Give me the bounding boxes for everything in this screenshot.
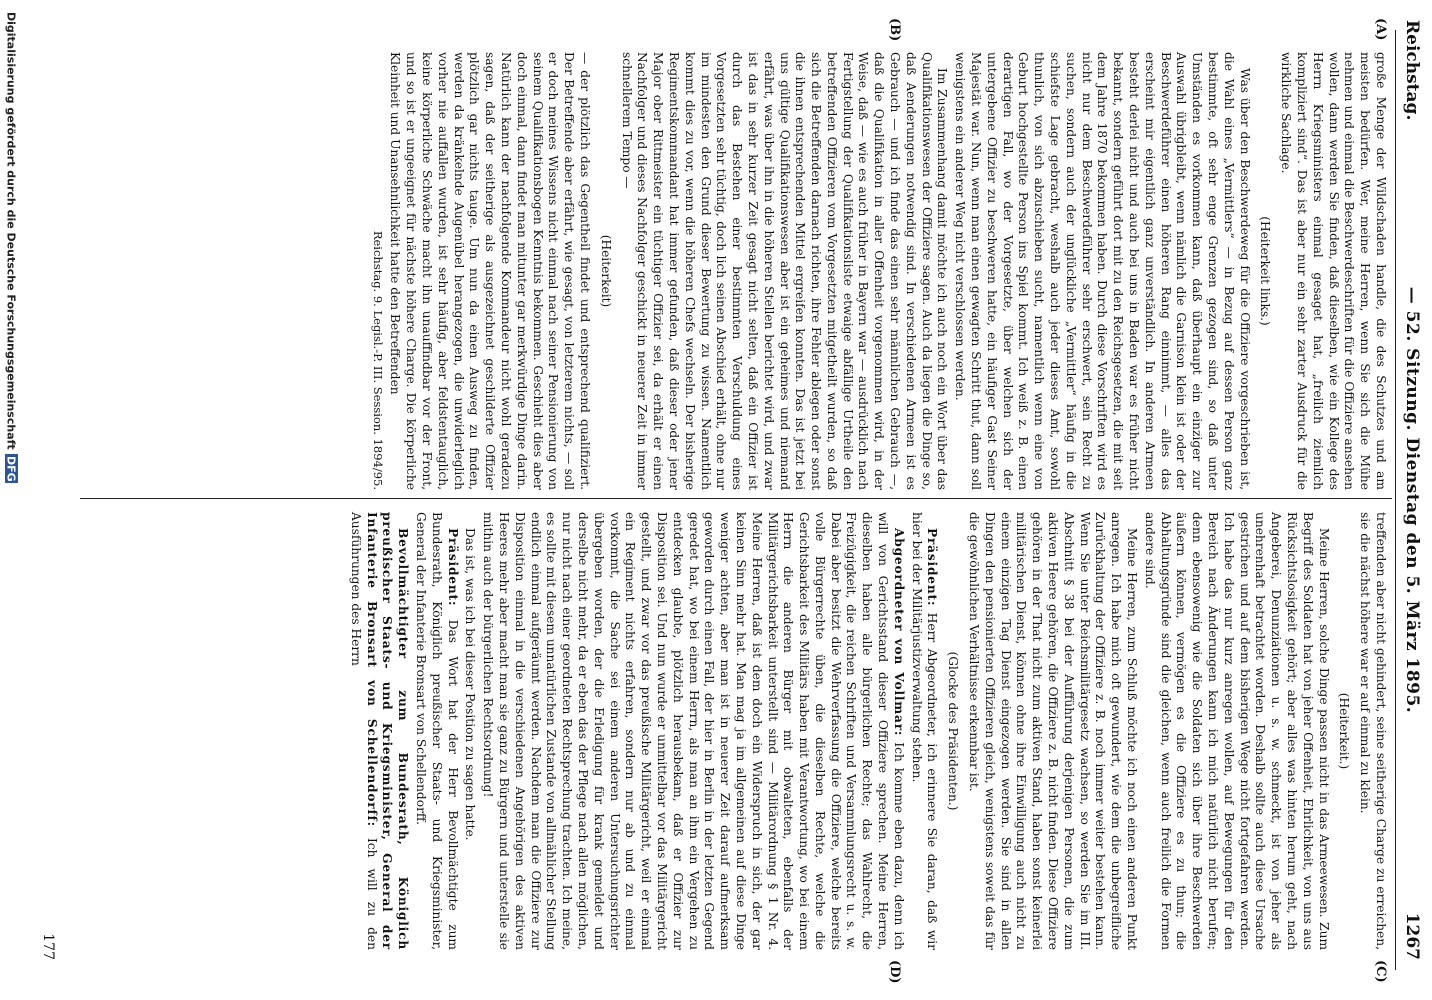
paragraph: Abgeordneter von Vollmar: Ich komme eben dazu, denn ich will von Gerichtsstand dieser Offiziere sprechen. Meine Herren, dieselben haben alle bürgerlichen Rechte; das Wahlrecht, die Freizügigkeit, die reichen Schriften und Versammlungsrecht u. s. w. Dabei aber besitzt die Wehrverfassung die Offiziere, welche bereits volle Bürgerrechte üben, die dieselben Rechte, welche die Gerichtsbarkeit des Militärs haben mit Verantwortung, wo bei einem Herrn die anderen Bürger mit obwalteten, ebenfalls der Militärgerichtsbarkeit unterstellt sind — Militärordnung § 1 Nr. 4. Meine Herren, daß ist dem doch ein Widerspruch in sich, der gar keinen Sinn mehr hat. Man mag ja im allgemeinen auf diese Dinge weniger achten, aber man ist in neuerer Zeit darauf aufmerksam geworden durch einen Fall, der hier in Berlin in der letzten Gegend geredet hat, wo bei einem Herrn, als man an ihm ein Vergehen zu entdecken glaubte, plötzlich herausbekam, daß er Offizier zur Disposition sei. Und nun wurde er unmittelbar vor das Militärgericht gestellt, und zwar vor das preußische Militärgericht, weil er einmal ein Regiment nichts erfahren, sondern nur ab und zu einmal vorkommt, die Sache sei einem anderen Untersuchungsrichter übergeben worden, der die Erledigung für krank gemeldet und derselbe nicht mehr, da er eben das der Pflege nach allen möglichen, nur nicht nach einer geordneten Rechtsprechung trachten. Ich meine, es sollte mit diesem unnatürlichen Zustande von allmählicher Stellung endlich einmal aufgeräumt werden. Nachdem man die Offiziere zur Disposition einmal in die verschiedenen Angehörigen des aktiven Heeres mehr aber macht man sie ganz zu Bürgern und unterstelle sie mithin auch der bürgerlichen Rechtsordnung! [481, 512, 906, 950]
interjection: (Heiterkeit links.) [1258, 216, 1273, 326]
marker-a: (A) [1373, 18, 1388, 41]
paragraph: Bevollmächtigter zum Bundesrath, Königlich preußischer Staats- und Kriegsminister, General der Infanterie Bronsart von Schellendorff: Ich will zu den Ausführungen des Herrn [348, 512, 411, 950]
paragraph: Was über den Beschwerdeweg für die Offiziere vorgeschrieben ist, die Wahl eines „Vermittlers“ — in Bezug auf dessen Person ganz bestimmte, oft sehr enge Grenzen gezogen sind, so daß unter Umständen es vorkommen kann, daß überhaupt ein einziger zur Auswahl übrigbleibt, wenn nämlich die Garnison klein ist oder der Beschwerdeführer einen höheren Rang einnimmt, — alles das erscheint mir eigentlich ganz unverständlich. In anderen Armeen besteht derlei nicht und auch bei uns in Baden war es früher nicht bekannt, sondern geführt dort mit zu den Reichsgesetzen, die mit seit dem Jahre 1870 bekommen haben. Durch diese Vorschriften wird es nicht nur dem Beschwerdeführer sehr erschwert, sein Recht zu suchen, sondern auch der unglückliche „Vermittler“ häufig in die schiefste Lage gebracht, weshalb auch jeder dieses Amt, sowohl thunlich, von sich abzuschieben sucht, namentlich wenn eine von Geburt hochgestellte Person ins Spiel kommt. Ich weiß z. B. einen derartigen Fall, wo der Vorgesetzte, über welchen sich der untergebene Offizier zu beschweren hatte, ein häufiger Gast Seiner Majestät war. Nun, wenn man einen gewagten Schritt thut, dann soll wenigstens ein anderer Weg nicht verschlossen werden. [953, 52, 1252, 490]
marker-d: (D) [887, 960, 902, 984]
header-center: — 52. Sitzung. Dienstag den 5. März 1895. [1402, 286, 1422, 714]
speaker-label: Präsident: [445, 528, 460, 607]
interjection: (Glocke des Präsidenten.) [946, 651, 961, 811]
left-column [367, 52, 1388, 490]
header-rule [1395, 30, 1396, 970]
paragraph: Meine Herren, solche Dinge passen nicht in das Armeewesen. Zum Begriff des Soldaten hat von jeher Offenheit, Ehrlichkeit, von uns aus Rücksichtslosigkeit gehört; aber alles was hinten herum geht, nach Angeberei, Denunziationen u. s. w. schmeckt, ist von jeher als unehrenhaft betrachtet worden. Deshalb sollte auch diese Ursache gestrichen und auf dem bisherigen Wege nicht fortgefahren werden. Ich habe das nur kurz anregen wollen, auf Bewegungen für den Bereich nach Änderungen kann ich mich natürlich nicht berufen; denn ebensowenig wie die Soldaten sich über ihre Beschwerden äußern können, vermögen es die Offiziere es zu thun; die Abhaltungsgründe sind die gleichen, wenn auch freilich die Formen andere sind. [1142, 512, 1331, 950]
speaker-label: Abgeordneter von Vollmar: [891, 528, 906, 737]
header-left: Reichstag. [1402, 20, 1422, 121]
credit-text: Digitalisierung gefördert durch die Deutsche Forschungsgemeinschaft [4, 12, 18, 450]
paragraph: Das ist, was ich bei dieser Position zu sagen hatte. [463, 528, 478, 841]
paragraph: Meine Herren, zum Schluß möchte ich noch einen anderen Punkt anregen. Ich habe mich oft gewundert, wie dem die unbegreifliche Zurückhaltung der Offiziere z. B. noch immer weiter bestehen kann. Wenn Sie unter Reichsmilitärgesetz wachsen, so werden Sie im III. Abschnitt § 38 bei der Aufführung derjenigen Personen, die zum aktiven Heere gehören, die Offiziere z. B. nicht finden. Diese Offiziere gehören in der That nicht zum aktiven Stand, haben sonst keinerlei militärischen Dienst, können ohne ihre Einwilligung auch nicht zu einem einzigen Tag Dienst eingezogen werden. Sie sind in allen Dingen den pensionierten Offizieren gleich, wenigstens soweit das für die gewöhnlichen Verhältnisse erkennbar ist. [967, 512, 1140, 950]
interjection: (Heiterkeit.) [1337, 692, 1352, 770]
right-column [345, 512, 1388, 950]
header-page-number: 1267 [1402, 912, 1422, 960]
paragraph: Im Zusammenhang damit möchte ich auch noch ein Wort über das Qualifikationswesen der Offiziere sagen. Auch da liegen die Dinge so, daß Aenderungen notwendig sind. In verschiedenen Armeen ist es Gebrauch — und ich finde das einen sehr männlichen Gebrauch —, daß die Qualifikation in aller Offenheit vorgenommen wird, in der Weise, daß — wie es auch früher in Bayern war — ausdrücklich nach Fertigstellung der Qualifikationsliste etwaige abfällige Urtheile den betreffenden Offizieren vom Vorgesetzten mitgetheilt wurden, so daß sich die Betreffenden darnach richten, ihre Fehler ablegen oder sonst die ihnen entsprechenden Mittel ergreifen konnten. Das ist jetzt bei uns gültige Qualifikationswesen aber ist ein geheimes und niemand erfährt, was über ihn in die höheren Stellen berichtet wird, und zwar ist das in sehr kurzer Zeit gesagt nicht selten, daß ein Offizier ist durch das Bestehen einer bestimmten Verschuldung eines Vorgesetzten sehr tüchtig, doch lich seinen Abschied erhält, ohne nur im mindesten den Grund dieser Bewertung zu wissen. Namentlich kommt dies zu vor, wenn die höheren Chefs wechseln. Der bisherige Regimentskommandant hat immer gefunden, daß dieser oder jener Major ober Rittmeister ein tüchtiger Offizier sei, da erhält er einen Nachfolger und dieses Nachfolger geschickt in neuerer Zeit in immer schnellerem Tempo — [619, 52, 950, 490]
column-divider [80, 498, 1392, 499]
speaker-label: Präsident: [925, 528, 940, 607]
paragraph: — der plötzlich das Gegentheil findet und entsprechend qualifiziert. Der Betreffende aber erfährt, wie gesagt, von letzterem nichts, — soll er doch meines Wissens nicht einmal nach seiner Pensionierung von seinem Qualifikationsbogen Kenntnis bekommen. Geschieht dies aber doch einmal, dann findet man mitunter gar merkwürdige Dinge darin. Natürlich kann der nachfolgende Kommandeur nicht wohl geradezu sagen, daß der seitherige als ausgezeichnet geschilderte Offizier plötzlich gar nichts tauge. Um nun da einen Ausweg zu finden, werden da kränkelnde Augenübel herangezogen, die unwiderleglich vorher nie auffallen wurden, ist sehr häufig, aber feldstentauglich, keine körperliche Schwäche macht ihn unauffindbar vor der Front, und so ist er ungeeignet für nächste höhere Charge. Die körperliche Kleinheit und Unansehnlichkeit hatte den Betreffenden [388, 52, 592, 490]
signature-number: 177 [40, 933, 56, 960]
paragraph: große Menge der Wildschaden handle, die des Schutzes und am meisten bedürfen. Wer, meine Herren, wenn Sie sich die Mühe nehmen und einmal die Beschwerdeschriften für die Offiziere ansehen wollen, dann werden Sie finden, daß dieselben, wie ein Kollege des Herrn Kriegsministers einmal gesaget hat, „freilich ziemlich kompliziert sind“. Das ist aber nur ein sehr zarter Ausdruck für die wirkliche Sachlage. [1279, 52, 1388, 490]
dfg-logo: DFG [4, 455, 18, 482]
paragraph: Präsident: Das Wort hat der Herr Bevollmächtigte zum Bundesrath, Königlich preußischer Staats- und Kriegsminister, General der Infanterie Bronsart von Schellendorff. [413, 512, 460, 950]
paragraph: treffenden aber nicht gehindert, seine seitherige Charge zu erreichen, sie die nächst höhere war er auf einmal zu klein. [1358, 512, 1388, 950]
interjection: (Heiterkeit) [598, 234, 613, 308]
marker-b: (B) [887, 18, 902, 42]
marker-c: (C) [1373, 960, 1388, 983]
source-line: Reichstag. 9. Legisl.-P. III. Session. 1894/95. [370, 230, 385, 490]
paragraph: Präsident: Herr Abgeordneter, ich erinnere Sie daran, daß wir hier bei der Militärjustizverwaltung stehen. [909, 512, 940, 950]
digitization-credit [2, 0, 20, 1000]
speaker-label: Bevollmächtigter zum Bundesrath, Königlich preußischer Staats- und Kriegsminister, General der Infanterie Bronsart von Schellendorff: [364, 512, 411, 950]
